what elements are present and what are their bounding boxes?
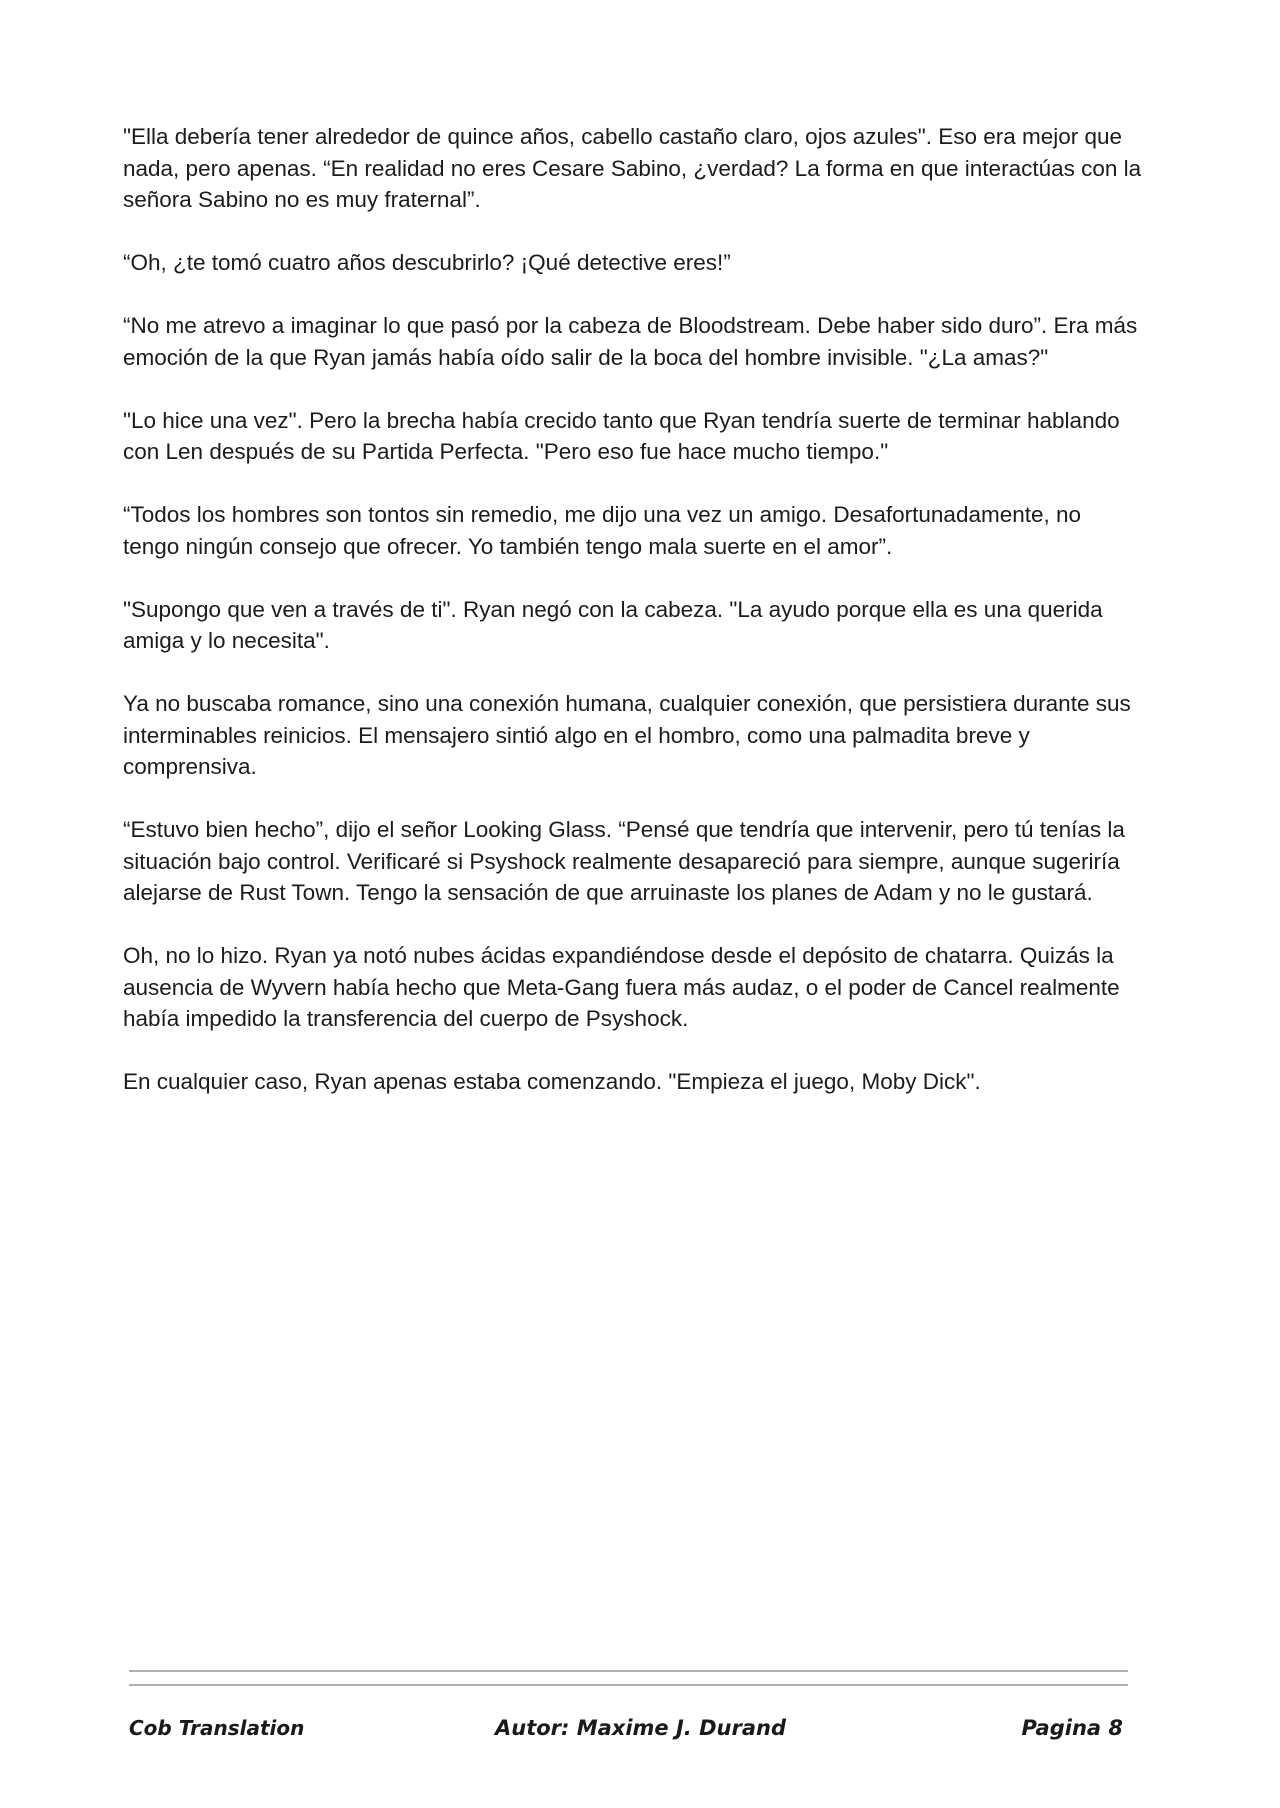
- paragraph-5: “Todos los hombres son tontos sin remedio, me dijo una vez un amigo. Desafortunadamente, no tengo ningún consejo que ofrecer. Yo también tengo mala suerte en el amor”.: [123, 502, 1082, 559]
- paragraph-6: "Supongo que ven a través de ti". Ryan negó con la cabeza. "La ayudo porque ella es una querida amiga y lo necesita".: [123, 596, 1103, 653]
- body-text: [123, 121, 1143, 1129]
- paragraph-4: "Lo hice una vez". Pero la brecha había crecido tanto que Ryan tendría suerte de terminar hablando con Len después de su Partida Perfecta. "Pero eso fue hace mucho tiempo.": [123, 407, 1120, 464]
- footer-page-number: Pagina 8: [1021, 1716, 1123, 1740]
- page-footer: [129, 1716, 1128, 1748]
- paragraph-8: “Estuvo bien hecho”, dijo el señor Looking Glass. “Pensé que tendría que intervenir, pero tú tenías la situación bajo control. Verificaré si Psyshock realmente desapareció para siempre, aunque sugeriría alejarse de Rust Town. Tengo la sensación de que arruinaste los planes de Adam y no le gustará.: [123, 817, 1125, 905]
- paragraph-9: Oh, no lo hizo. Ryan ya notó nubes ácidas expandiéndose desde el depósito de chatarra. Quizás la ausencia de Wyvern había hecho que Meta-Gang fuera más audaz, o el poder de Cancel realmente había impedido la transferencia del cuerpo de Psyshock.: [123, 943, 1120, 1031]
- footer-divider-bottom: [129, 1684, 1128, 1686]
- footer-publisher: Cob Translation: [129, 1716, 305, 1740]
- paragraph-10: En cualquier caso, Ryan apenas estaba comenzando. "Empieza el juego, Moby Dick".: [123, 1069, 981, 1094]
- paragraph-3: “No me atrevo a imaginar lo que pasó por la cabeza de Bloodstream. Debe haber sido duro”. Era más emoción de la que Ryan jamás había oído salir de la boca del hombre invisible. "¿La amas?": [123, 313, 1138, 370]
- paragraph-2: “Oh, ¿te tomó cuatro años descubrirlo? ¡Qué detective eres!”: [123, 250, 731, 275]
- footer-divider-top: [129, 1670, 1128, 1672]
- footer-author: Autor: Maxime J. Durand: [495, 1716, 786, 1740]
- paragraph-1: "Ella debería tener alrededor de quince años, cabello castaño claro, ojos azules". Eso era mejor que nada, pero apenas. “En realidad no eres Cesare Sabino, ¿verdad? La forma en que interactúas con la señora Sabino no es muy fraternal”.: [123, 124, 1142, 212]
- paragraph-7: Ya no buscaba romance, sino una conexión humana, cualquier conexión, que persistiera durante sus interminables reinicios. El mensajero sintió algo en el hombro, como una palmadita breve y comprensiva.: [123, 691, 1131, 779]
